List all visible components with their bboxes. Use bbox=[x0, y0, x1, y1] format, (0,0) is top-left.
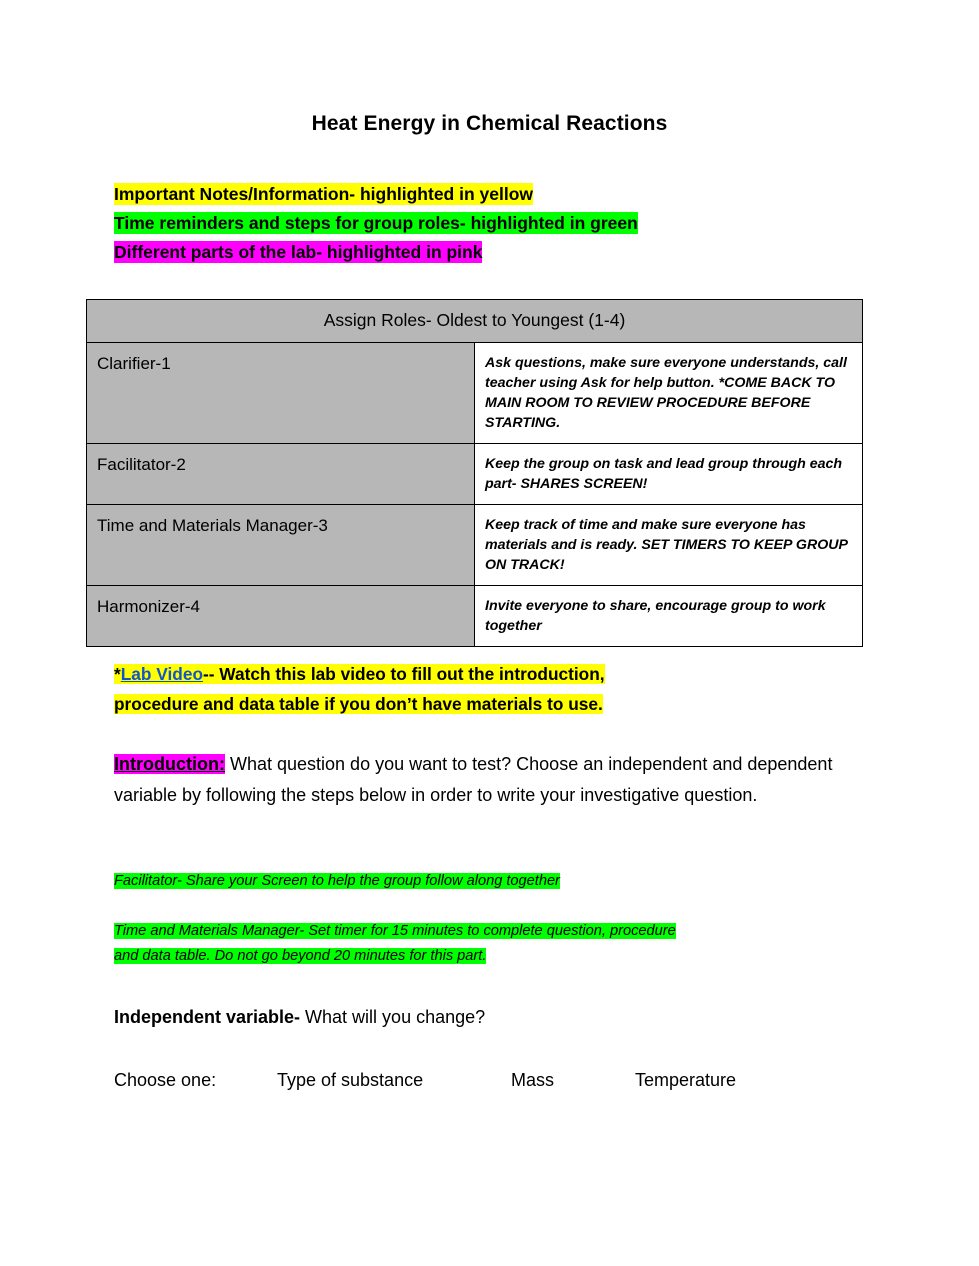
lab-video-link[interactable]: Lab Video bbox=[120, 664, 203, 684]
asterisk-marker: * bbox=[114, 664, 121, 684]
legend-text-pink: Different parts of the lab- highlighted in pink bbox=[114, 242, 483, 262]
role-name-facilitator: Facilitator-2 bbox=[87, 444, 475, 505]
table-row bbox=[87, 343, 863, 444]
time-manager-note-line1: Time and Materials Manager- Set timer for 15 minutes to complete question, procedure bbox=[114, 923, 676, 939]
facilitator-note bbox=[114, 869, 874, 894]
choose-one-row bbox=[114, 1066, 914, 1094]
choose-one-label: Choose one: bbox=[114, 1070, 217, 1090]
independent-variable-label: Independent variable- bbox=[114, 1007, 301, 1027]
page-title: Heat Energy in Chemical Reactions bbox=[311, 112, 668, 135]
introduction-body-text: What question do you want to test? Choose an independent and dependent variable by following the steps below in order to write your investigative question. bbox=[114, 754, 833, 805]
role-description-facilitator: Keep the group on task and lead group through each part- SHARES SCREEN! bbox=[475, 444, 863, 505]
lab-video-note-line1 bbox=[114, 664, 605, 684]
table-row bbox=[87, 505, 863, 586]
option-mass[interactable]: Mass bbox=[511, 1070, 555, 1090]
lab-video-note bbox=[114, 659, 794, 719]
legend-line-pink bbox=[114, 238, 874, 267]
assign-roles-header: Assign Roles- Oldest to Youngest (1-4) bbox=[87, 300, 863, 343]
time-manager-note-line2: and data table. Do not go beyond 20 minutes for this part. bbox=[114, 948, 487, 964]
legend-text-yellow: Important Notes/Information- highlighted in yellow bbox=[114, 184, 534, 204]
option-type-of-substance[interactable]: Type of substance bbox=[277, 1070, 424, 1090]
role-name-clarifier: Clarifier-1 bbox=[87, 343, 475, 444]
legend-line-green bbox=[114, 209, 874, 238]
table-row bbox=[87, 444, 863, 505]
highlight-legend bbox=[114, 180, 874, 267]
assign-roles-table bbox=[86, 299, 863, 647]
lab-video-note-line2: procedure and data table if you don’t have materials to use. bbox=[114, 694, 603, 714]
role-description-clarifier: Ask questions, make sure everyone understands, call teacher using Ask for help button. *COME BACK TO MAIN ROOM TO REVIEW PROCEDURE BEFORE STARTING. bbox=[475, 343, 863, 444]
legend-line-yellow bbox=[114, 180, 874, 209]
table-header-row bbox=[87, 300, 863, 343]
lab-video-note-text: -- Watch this lab video to fill out the introduction, bbox=[203, 664, 605, 684]
table-row bbox=[87, 586, 863, 647]
role-description-harmonizer: Invite everyone to share, encourage group to work together bbox=[475, 586, 863, 647]
role-name-time-materials-manager: Time and Materials Manager-3 bbox=[87, 505, 475, 586]
role-name-harmonizer: Harmonizer-4 bbox=[87, 586, 475, 647]
introduction-heading: Introduction: bbox=[114, 754, 225, 774]
independent-variable-question: What will you change? bbox=[300, 1007, 486, 1027]
option-temperature[interactable]: Temperature bbox=[635, 1070, 737, 1090]
time-manager-note bbox=[114, 919, 856, 969]
role-description-time-materials-manager: Keep track of time and make sure everyone has materials and is ready. SET TIMERS TO KEEP GROUP ON TRACK! bbox=[475, 505, 863, 586]
facilitator-note-text: Facilitator- Share your Screen to help the group follow along together bbox=[114, 873, 560, 889]
independent-variable-prompt bbox=[114, 1003, 874, 1031]
legend-text-green: Time reminders and steps for group roles- highlighted in green bbox=[114, 213, 638, 233]
introduction-paragraph bbox=[114, 749, 844, 811]
